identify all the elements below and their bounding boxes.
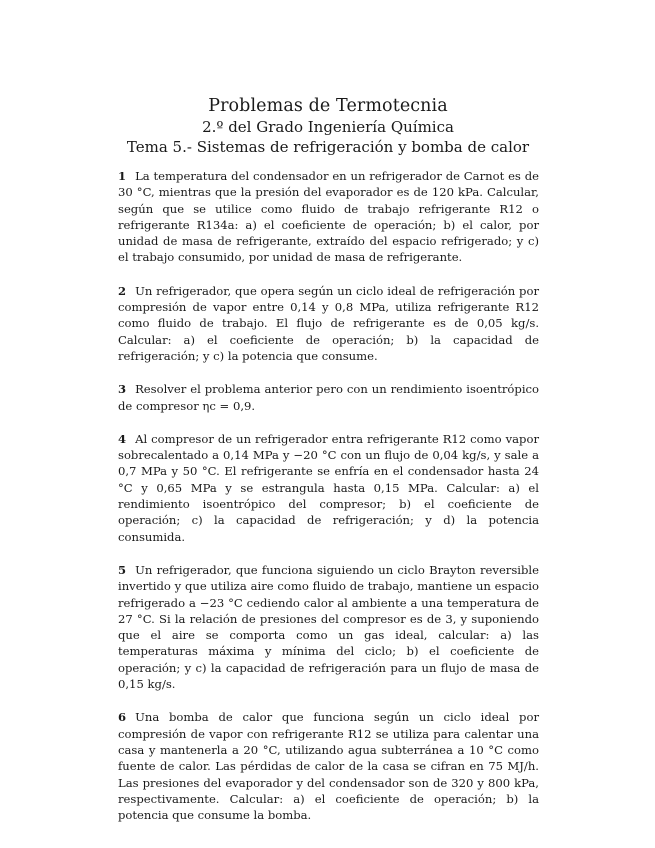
problem-number: 3 [118, 382, 127, 397]
problem-6 [118, 709, 539, 823]
problem-2 [118, 283, 539, 364]
course-name: 2.º del Grado Ingeniería Química [202, 118, 454, 136]
problem-5 [118, 562, 539, 692]
problem-number: 4 [118, 431, 127, 446]
problem-text: Un refrigerador, que funciona siguiendo un ciclo Brayton reversible invertido y que utiliza aire como fluido de trabajo, mantiene un espacio refrigerado a −23 °C cediendo calor al ambiente a una temperatura de 27 °C. Si la relación de presiones del compresor es de 3, y suponiendo que el aire se comporta como un gas ideal, calcular: a) las temperaturas máxima y mínima del ciclo; b) el coeficiente de operación; y c) la capacidad de refrigeración para un flujo de masa de 0,15 kg/s. [118, 562, 539, 692]
problem-number: 2 [118, 283, 127, 298]
problem-number: 1 [118, 169, 127, 183]
problem-1 [118, 168, 539, 266]
problem-4 [118, 431, 539, 545]
problem-text: Un refrigerador, que opera según un ciclo ideal de refrigeración por compresión de vapor entre 0,14 y 0,8 MPa, utiliza refrigerante R12 como fluido de trabajo. El flujo de refrigerante es de 0,05 kg/s. Calcular: a) el coeficiente de operación; b) la capacidad de refrigeración; y c) la potencia que consume. [118, 283, 539, 363]
topic-title: Tema 5.- Sistemas de refrigeración y bomba de calor [126, 138, 530, 156]
problem-text: Al compresor de un refrigerador entra refrigerante R12 como vapor sobrecalentado a 0,14 MPa y −20 °C con un flujo de 0,04 kg/s, y sale a 0,7 MPa y 50 °C. El refrigerante se enfría en el condensador hasta 24 °C y 0,65 MPa y se estrangula hasta 0,15 MPa. Calcular: a) el rendimiento isoentrópico del compresor; b) el coeficiente de operación; c) la capacidad de refrigeración; y d) la potencia consumida. [118, 431, 539, 544]
problem-number: 5 [118, 562, 127, 577]
problem-text: Resolver el problema anterior pero con un rendimiento isoentrópico de compresor ηc = 0,9. [118, 382, 539, 413]
problem-text: Una bomba de calor que funciona según un ciclo ideal por compresión de vapor con refrigerante R12 se utiliza para calentar una casa y mantenerla a 20 °C, utilizando agua subterránea a 10 °C como fuente de calor. Las pérdidas de calor de la casa se cifran en 75 MJ/h. Las presiones del evaporador y del condensador son de 320 y 800 kPa, respectivamente. Calcular: a) el coeficiente de operación; b) la potencia que consume la bomba. [118, 710, 539, 823]
problem-3 [118, 381, 539, 414]
problem-text: La temperatura del condensador en un refrigerador de Carnot es de 30 °C, mientras que la presión del evaporador es de 120 kPa. Calcular, según que se utilice como fluido de trabajo refrigerante R12 o refrigerante R134a: a) el coeficiente de operación; b) el calor, por unidad de masa de refrigerante, extraído del espacio refrigerado; y c) el trabajo consumido, por unidad de masa de refrigerante. [118, 169, 539, 265]
problem-number: 6 [118, 710, 127, 725]
problem-list [118, 168, 539, 823]
document-header [118, 95, 538, 157]
document-title: Problemas de Termotecnia [208, 96, 448, 116]
